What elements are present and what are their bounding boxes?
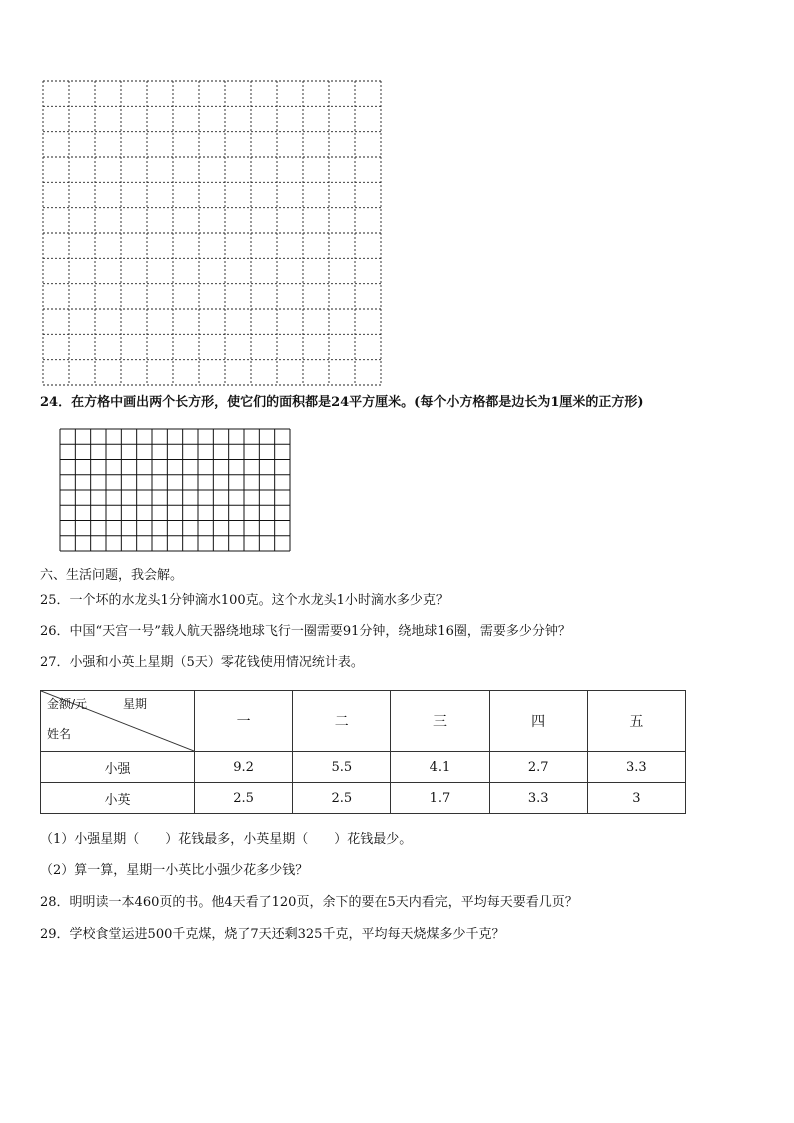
question-27-part-2: （2）算一算，星期一小英比小强少花多少钱？ [40, 863, 309, 878]
question-25: 25．一个坏的水龙头1分钟滴水100克。这个水龙头1小时滴水多少克？ [40, 593, 449, 608]
day-header: 二 [293, 691, 391, 752]
table-cell: 2.5 [293, 783, 391, 814]
row-name: 小强 [41, 752, 195, 783]
table-cell: 2.7 [489, 752, 587, 783]
corner-name-label: 姓名 [47, 727, 72, 741]
pocket-money-table [40, 690, 686, 814]
corner-day-label: 星期 [123, 697, 148, 711]
table-cell: 3.3 [489, 783, 587, 814]
section-six-heading: 六、生活问题，我会解。 [40, 568, 184, 583]
table-row [41, 752, 686, 783]
table-cell: 2.5 [195, 783, 293, 814]
table-cell: 4.1 [391, 752, 489, 783]
question-28: 28．明明读一本460页的书。他4天看了120页，余下的要在5天内看完，平均每天要看几页？ [40, 895, 578, 910]
table-row [41, 783, 686, 814]
table-cell: 1.7 [391, 783, 489, 814]
question-26: 26．中国“天宫一号”载人航天器绕地球飞行一圈需要91分钟，绕地球16圈，需要多少分钟？ [40, 624, 571, 639]
table-header-row [41, 691, 686, 752]
question-27: 27．小强和小英上星期（5天）零花钱使用情况统计表。 [40, 655, 364, 670]
day-header: 五 [587, 691, 685, 752]
square-grid[interactable] [59, 428, 291, 552]
day-header: 一 [195, 691, 293, 752]
question-27-part-1: （1）小强星期（ ）花钱最多，小英星期（ ）花钱最少。 [40, 832, 413, 847]
dashed-answer-grid [42, 80, 382, 386]
question-24: 24．在方格中画出两个长方形，使它们的面积都是24平方厘米。(每个小方格都是边长为1厘米的正方形) [40, 395, 644, 410]
table-cell: 3 [587, 783, 685, 814]
table-cell: 3.3 [587, 752, 685, 783]
corner-money-label: 金额/元 [47, 697, 88, 711]
question-29: 29．学校食堂运进500千克煤，烧了7天还剩325千克，平均每天烧煤多少千克？ [40, 927, 505, 942]
table-cell: 9.2 [195, 752, 293, 783]
row-name: 小英 [41, 783, 195, 814]
day-header: 三 [391, 691, 489, 752]
table-corner-header [41, 691, 195, 752]
day-header: 四 [489, 691, 587, 752]
table-cell: 5.5 [293, 752, 391, 783]
